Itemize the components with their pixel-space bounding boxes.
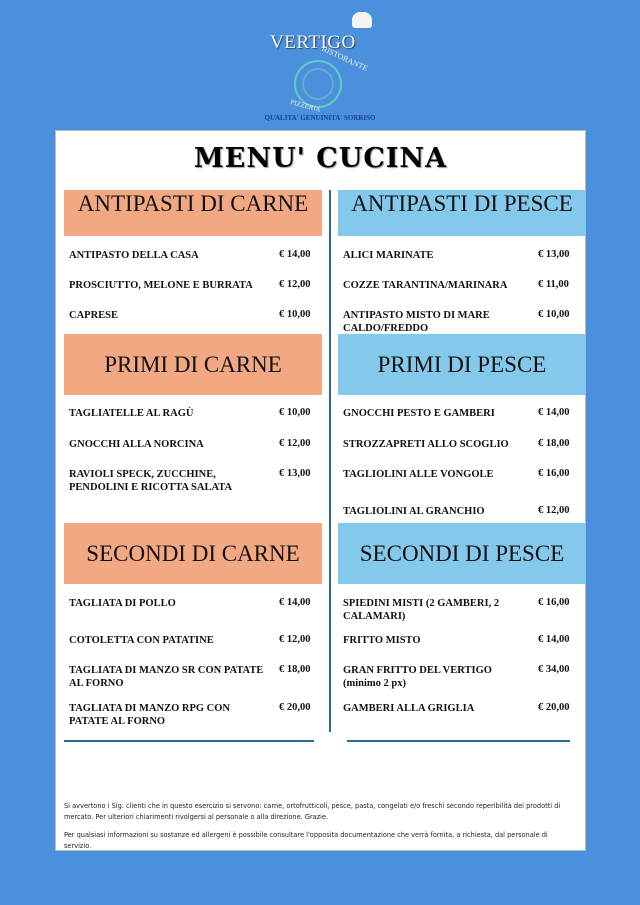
menu-item-name: TAGLIATELLE AL RAGÙ (69, 408, 194, 419)
menu-item-price: € 10,00 (538, 309, 570, 320)
menu-item-name: FRITTO MISTO (343, 635, 421, 646)
menu-item-name: GNOCCHI PESTO E GAMBERI (343, 408, 495, 419)
menu-item-name: CAPRESE (69, 310, 119, 321)
menu-item-name: TAGLIOLINI ALLE VONGOLE (343, 469, 494, 480)
section-header: SECONDI DI PESCE (338, 523, 586, 584)
menu-item-price: € 12,00 (279, 634, 311, 645)
menu-card (55, 130, 586, 851)
menu-item-price: € 14,00 (279, 597, 311, 608)
menu-item-name: RAVIOLI SPECK, ZUCCHINE, PENDOLINI E RICOTTA SALATA (69, 469, 233, 493)
menu-item-price: € 11,00 (538, 279, 569, 290)
menu-item-price: € 18,00 (538, 438, 570, 449)
menu-item-name: TAGLIATA DI MANZO RPG CON PATATE AL FORNO (69, 703, 231, 727)
menu-item-name: ANTIPASTO DELLA CASA (69, 250, 199, 261)
page-title: MENU' CUCINA (193, 143, 448, 174)
menu-item-name: TAGLIATA DI MANZO SR CON PATATE AL FORNO (69, 665, 264, 689)
menu-item-name: ANTIPASTO MISTO DI MARE CALDO/FREDDO (343, 310, 490, 334)
section-header: ANTIPASTI DI CARNE (64, 190, 322, 236)
left-underline (64, 740, 314, 742)
menu-item-name: COTOLETTA CON PATATINE (69, 635, 214, 646)
tagline: QUALITA' GENUINITA' SORRISO (264, 114, 376, 122)
section-header: PRIMI DI CARNE (64, 334, 322, 395)
right-underline (347, 740, 570, 742)
allergen-note: Per qualsiasi informazioni su sostanze ed allergeni è possibile consultare l'opposita documentazione che verrà fornita, a richiesta, dal personale di servizio. (64, 831, 548, 850)
menu-item-name: TAGLIOLINI AL GRANCHIO (343, 506, 485, 517)
menu-item-price: € 12,00 (279, 438, 311, 449)
menu-item-price: € 16,00 (538, 468, 570, 479)
menu-item-price: € 13,00 (279, 468, 311, 479)
menu-item-name: PROSCIUTTO, MELONE E BURRATA (69, 280, 253, 291)
logo-ristorante: RISTORANTE (320, 43, 370, 74)
menu-item-name: GNOCCHI ALLA NORCINA (69, 439, 204, 450)
menu-item-price: € 14,00 (538, 634, 570, 645)
chef-hat-icon (352, 12, 372, 28)
logo-brand: VERTIGO (270, 32, 356, 53)
logo (260, 8, 380, 123)
menu-item-price: € 20,00 (279, 702, 311, 713)
menu-item-price: € 13,00 (538, 249, 570, 260)
menu-item-price: € 34,00 (538, 664, 570, 675)
menu-item-price: € 12,00 (538, 505, 570, 516)
menu-item-name: GAMBERI ALLA GRIGLIA (343, 703, 475, 714)
menu-item-price: € 12,00 (279, 279, 311, 290)
section-header: PRIMI DI PESCE (338, 334, 586, 395)
menu-item-price: € 10,00 (279, 407, 311, 418)
menu-item-price: € 10,00 (279, 309, 311, 320)
column-divider (329, 190, 331, 732)
menu-item-price: € 18,00 (279, 664, 311, 675)
disclaimer-note: Si avvertono i Sig. clienti che in questo esercizio si servono: carne, ortofrutticoli, pesce, pasta, congelati e/o freschi secondo reperibilità dei prodotti di mercato. Per ulteriori chiarimenti rivolgersi al personale o alla direzione. Grazie. (64, 802, 561, 821)
menu-item-name: GRAN FRITTO DEL VERTIGO (minimo 2 px) (343, 665, 492, 689)
section-header: ANTIPASTI DI PESCE (338, 190, 586, 236)
menu-item-name: SPIEDINI MISTI (2 GAMBERI, 2 CALAMARI) (343, 598, 500, 622)
logo-pizzeria: PIZZERIA (289, 98, 322, 114)
menu-item-name: TAGLIATA DI POLLO (69, 598, 176, 609)
menu-item-name: STROZZAPRETI ALLO SCOGLIO (343, 439, 509, 450)
menu-item-price: € 20,00 (538, 702, 570, 713)
menu-item-name: ALICI MARINATE (343, 250, 434, 261)
section-header: SECONDI DI CARNE (64, 523, 322, 584)
menu-item-price: € 16,00 (538, 597, 570, 608)
menu-item-name: COZZE TARANTINA/MARINARA (343, 280, 508, 291)
menu-item-price: € 14,00 (538, 407, 570, 418)
menu-item-price: € 14,00 (279, 249, 311, 260)
